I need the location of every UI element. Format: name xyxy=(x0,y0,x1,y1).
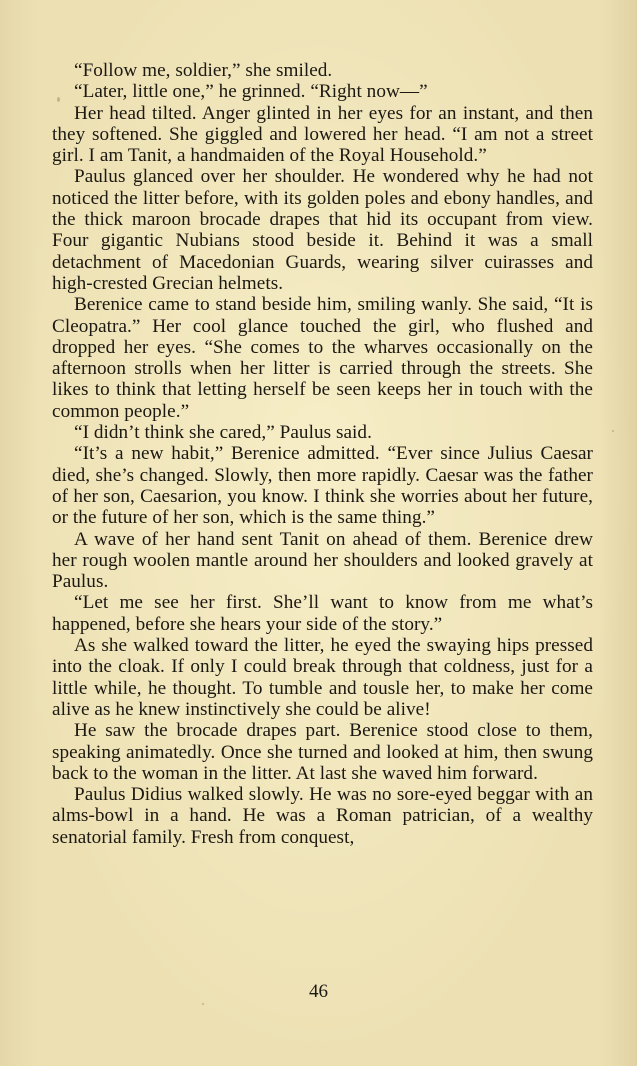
paragraph-10: As she walked toward the litter, he eyed the swaying hips pressed into the cloak. If only I could break through that coldness, just for a little while, he thought. To tumble and tousle her, to make her come alive as he knew instinctively she could be alive! xyxy=(52,635,593,720)
paper-speck xyxy=(57,97,60,102)
paragraph-9: “Let me see her first. She’ll want to know from me what’s happened, before she hears your side of the story.” xyxy=(52,592,593,635)
paragraph-2: “Later, little one,” he grinned. “Right now—” xyxy=(74,81,428,103)
paper-speck xyxy=(202,1003,204,1005)
paragraph-4: Paulus glanced over her shoulder. He wondered why he had not noticed the litter before, with its golden poles and ebony handles, and the thick maroon brocade drapes that hid its occupant from view. Four gigantic Nubians stood beside it. Behind it was a small detachment of Macedonian Guards, wearing silver cuirasses and high-crested Grecian helmets. xyxy=(52,166,593,294)
page-number: 46 xyxy=(309,981,328,1002)
paragraph-5: Berenice came to stand beside him, smiling wanly. She said, “It is Cleopatra.” Her cool glance touched the girl, who flushed and dropped her eyes. “She comes to the wharves occasionally on the afternoon strolls when her litter is carried through the streets. She likes to think that letting herself be seen keeps her in touch with the common people.” xyxy=(52,294,593,422)
paragraph-1: “Follow me, soldier,” she smiled. xyxy=(74,60,333,81)
paragraph-6: “I didn’t think she cared,” Paulus said. xyxy=(74,422,372,444)
paragraph-11: He saw the brocade drapes part. Berenice stood close to them, speaking animatedly. Once she turned and looked at him, then swung back to the woman in the litter. At last she waved him forward. xyxy=(52,720,593,784)
body-text xyxy=(52,60,593,848)
paper-speck xyxy=(612,430,614,432)
paragraph-7: “It’s a new habit,” Berenice admitted. “Ever since Julius Caesar died, she’s changed. Slowly, then more rapidly. Caesar was the father of her son, Caesarion, you know. I think she worries about her future, or the future of her son, which is the same thing.” xyxy=(52,443,593,529)
paragraph-3: Her head tilted. Anger glinted in her eyes for an instant, and then they softened. She giggled and lowered her head. “I am not a street girl. I am Tanit, a handmaiden of the Royal Household.” xyxy=(52,102,593,167)
paragraph-8: A wave of her hand sent Tanit on ahead of them. Berenice drew her rough woolen mantle around her shoulders and looked gravely at Paulus. xyxy=(52,528,593,593)
paragraph-12: Paulus Didius walked slowly. He was no sore-eyed beggar with an alms-bowl in a hand. He was a Roman patrician, of a wealthy senatorial family. Fresh from conquest, xyxy=(52,784,593,848)
